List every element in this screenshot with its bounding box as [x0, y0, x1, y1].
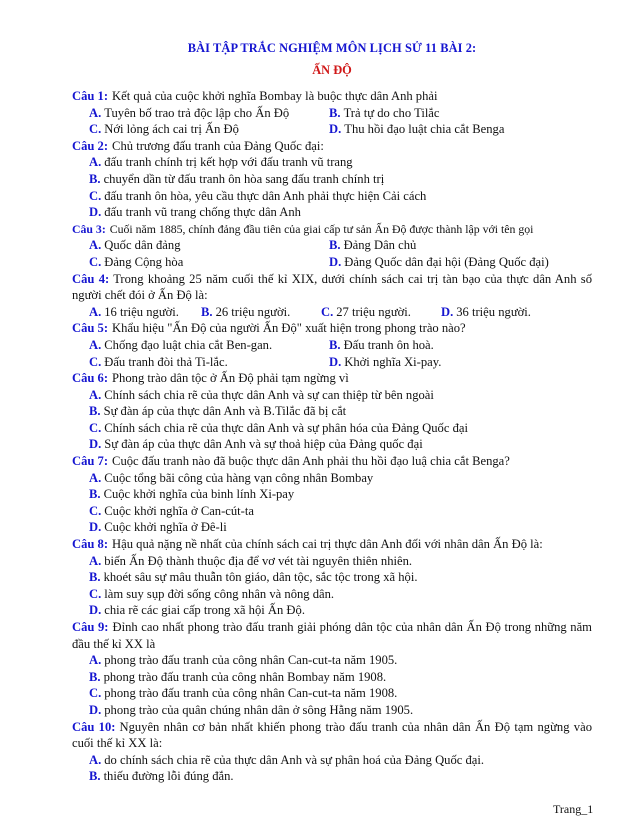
option-text: Sự đàn áp của thực dân Anh và B.Tilắc đã bị cắt — [103, 404, 347, 419]
question-text: Nguyên nhân cơ bản nhất khiến phong trào đấu tranh của nhân dân Ấn Độ tạm ngừng vào cuối thế kỉ XX là: — [72, 719, 592, 751]
option-letter: A. — [89, 304, 102, 319]
question-label: Câu 4: — [72, 271, 110, 286]
option-text: phong trào đấu tranh của công nhân Can-cut-ta năm 1905. — [104, 653, 398, 668]
answer-option — [89, 254, 329, 271]
answer-option — [89, 768, 592, 785]
question-3 — [72, 221, 592, 271]
option-letter: C. — [89, 354, 102, 369]
option-letter: C. — [321, 304, 334, 319]
question-stem — [72, 138, 592, 155]
answer-option — [89, 403, 592, 420]
answer-options — [72, 154, 592, 220]
option-text: Đảng Cộng hòa — [104, 254, 184, 269]
option-letter: B. — [329, 337, 341, 352]
option-letter: D. — [329, 354, 342, 369]
option-text: 16 triệu người. — [104, 304, 179, 319]
option-text: Chính sách chia rẽ của thực dân Anh và sự can thiệp từ bên ngoài — [104, 387, 434, 402]
option-letter: B. — [329, 238, 341, 253]
option-text: biến Ấn Độ thành thuộc địa để vơ vét tài nguyên thiên nhiên. — [104, 553, 413, 568]
question-text: Cuối năm 1885, chính đảng đầu tiên của giai cấp tư sản Ấn Độ được thành lập với tên gọi — [109, 221, 534, 236]
option-text: Tuyên bố trao trả độc lập cho Ấn Độ — [104, 105, 290, 120]
answer-option — [89, 486, 592, 503]
answer-option — [89, 354, 329, 371]
answer-options — [72, 304, 592, 321]
question-4 — [72, 271, 592, 321]
answer-option — [89, 652, 592, 669]
option-text: Cuộc khởi nghĩa ở Can-cút-ta — [104, 503, 254, 518]
answer-option — [89, 304, 201, 321]
question-label: Câu 1: — [72, 89, 109, 103]
option-text: chuyển dần từ đấu tranh ôn hòa sang đấu tranh chính trị — [103, 171, 385, 186]
answer-option — [329, 354, 569, 371]
question-10 — [72, 719, 592, 785]
answer-option — [329, 337, 569, 354]
option-text: Đấu tranh đòi thả Ti-lắc. — [104, 354, 228, 369]
option-letter: B. — [329, 105, 341, 120]
option-letter: D. — [89, 205, 102, 220]
answer-option — [329, 105, 569, 122]
question-text: Phong trào dân tộc ở Ấn Độ phải tạm ngừng vì — [112, 371, 349, 386]
answer-options — [72, 752, 592, 785]
question-stem — [72, 221, 592, 238]
answer-option — [441, 304, 561, 321]
question-label: Câu 6: — [72, 371, 109, 386]
option-letter: C. — [89, 420, 102, 435]
option-letter: B. — [89, 171, 101, 186]
answer-option — [89, 436, 592, 453]
option-text: phong trào đấu tranh của công nhân Can-cut-ta năm 1908. — [104, 686, 398, 701]
answer-options — [72, 105, 592, 138]
question-7 — [72, 453, 592, 536]
question-text: Khẩu hiệu "Ấn Độ của người Ấn Độ" xuất hiện trong phong trào nào? — [112, 321, 466, 336]
answer-option — [89, 586, 592, 603]
question-label: Câu 10: — [72, 719, 116, 734]
worksheet-title: BÀI TẬP TRẮC NGHIỆM MÔN LỊCH SỬ 11 BÀI 2: — [187, 41, 477, 55]
option-letter: D. — [89, 520, 102, 535]
question-list — [72, 88, 592, 785]
option-letter: A. — [89, 155, 102, 170]
answer-option — [89, 752, 592, 769]
option-letter: A. — [89, 470, 102, 485]
answer-option — [89, 503, 592, 520]
answer-option — [329, 254, 569, 271]
answer-option — [89, 337, 329, 354]
option-letter: D. — [329, 254, 342, 269]
option-text: 27 triệu người. — [336, 304, 411, 319]
option-letter: D. — [89, 603, 102, 618]
answer-options — [72, 553, 592, 619]
option-letter: D. — [441, 304, 454, 319]
option-letter: C. — [89, 188, 102, 203]
option-letter: B. — [89, 570, 101, 585]
question-label: Câu 3: — [72, 221, 106, 236]
answer-option — [89, 171, 592, 188]
question-text: Đỉnh cao nhất phong trào đấu tranh giải phóng dân tộc của nhân dân Ấn Độ trong những năm đầu thế kỉ XX là — [72, 620, 592, 651]
worksheet-subtitle: ẤN ĐỘ — [312, 63, 352, 77]
option-letter: C. — [89, 503, 102, 518]
option-letter: A. — [89, 105, 102, 120]
answer-option — [89, 121, 329, 138]
answer-options — [72, 337, 592, 370]
answer-option — [89, 569, 592, 586]
option-text: Trả tự do cho Tilắc — [343, 105, 440, 120]
option-text: Khởi nghĩa Xi-pay. — [344, 354, 442, 369]
question-text: Chủ trương đấu tranh của Đảng Quốc đại: — [112, 138, 324, 153]
option-text: khoét sâu sự mâu thuẫn tôn giáo, dân tộc, sắc tộc trong xã hội. — [103, 570, 418, 585]
question-stem — [72, 271, 592, 304]
option-text: đấu tranh chính trị kết hợp với đấu tranh vũ trang — [104, 155, 353, 170]
answer-option — [89, 105, 329, 122]
answer-options — [72, 387, 592, 453]
page-number: Trang_1 — [553, 802, 594, 816]
answer-options — [72, 652, 592, 718]
option-text: Nới lỏng ách cai trị Ấn Độ — [104, 122, 239, 137]
option-text: làm suy sụp đời sống công nhân và nông dân. — [104, 586, 335, 601]
option-text: Chống đạo luật chia cắt Ben-gan. — [104, 337, 273, 352]
answer-option — [329, 237, 569, 254]
worksheet-page — [72, 40, 592, 785]
question-stem — [72, 453, 592, 470]
answer-option — [89, 420, 592, 437]
option-text: đấu tranh ôn hòa, yêu cầu thực dân Anh phải thực hiện Cải cách — [104, 188, 427, 203]
answer-option — [89, 470, 592, 487]
option-text: chia rẽ các giai cấp trong xã hội Ấn Độ. — [104, 603, 305, 618]
answer-option — [89, 519, 592, 536]
answer-option — [89, 237, 329, 254]
option-text: Cuộc khởi nghĩa ở Đê-li — [104, 520, 227, 535]
option-letter: C. — [89, 586, 102, 601]
answer-option — [89, 387, 592, 404]
option-letter: D. — [89, 437, 102, 452]
answer-option — [89, 204, 592, 221]
option-text: Quốc dân đảng — [104, 238, 181, 253]
option-text: đấu tranh vũ trang chống thực dân Anh — [104, 205, 301, 220]
answer-options — [72, 470, 592, 536]
answer-option — [89, 702, 592, 719]
option-letter: D. — [329, 122, 342, 137]
answer-options — [72, 237, 592, 270]
question-stem — [72, 320, 592, 337]
question-label: Câu 8: — [72, 537, 109, 552]
question-stem — [72, 536, 592, 553]
option-letter: A. — [89, 238, 102, 253]
option-letter: B. — [89, 404, 101, 419]
question-text: Kết quả của cuộc khởi nghĩa Bombay là buộc thực dân Anh phải — [112, 89, 438, 103]
option-text: Đấu tranh ôn hoà. — [343, 337, 434, 352]
option-letter: A. — [89, 387, 102, 402]
question-stem — [72, 370, 592, 387]
option-letter: B. — [89, 769, 101, 784]
question-stem — [72, 719, 592, 752]
option-text: 36 triệu người. — [456, 304, 531, 319]
option-text: phong trào của quân chúng nhân dân ở sông Hằng năm 1905. — [104, 702, 414, 717]
question-text: Cuộc đấu tranh nào đã buộc thực dân Anh phải thu hồi đạo luậ chia cắt Benga? — [112, 454, 510, 469]
question-2 — [72, 138, 592, 221]
option-letter: B. — [89, 669, 101, 684]
option-text: thiếu đường lỗi đúng đắn. — [103, 769, 234, 784]
question-label: Câu 5: — [72, 321, 109, 336]
answer-option — [89, 154, 592, 171]
option-text: Cuộc tổng bãi công của hàng vạn công nhân Bombay — [104, 470, 374, 485]
option-letter: A. — [89, 553, 102, 568]
option-text: do chính sách chia rẽ của thực dân Anh và sự phân hoá của Đảng Quốc đại. — [104, 752, 485, 767]
question-1 — [72, 88, 592, 138]
option-letter: A. — [89, 337, 102, 352]
question-8 — [72, 536, 592, 619]
option-letter: C. — [89, 686, 102, 701]
option-text: Chính sách chia rẽ của thực dân Anh và sự phân hóa của Đảng Quốc đại — [104, 420, 468, 435]
option-letter: B. — [89, 487, 101, 502]
option-text: Đảng Quốc dân đại hội (Đảng Quốc đại) — [344, 254, 549, 269]
answer-option — [89, 685, 592, 702]
option-letter: D. — [89, 702, 102, 717]
question-9 — [72, 619, 592, 719]
question-stem — [72, 619, 592, 652]
option-letter: A. — [89, 653, 102, 668]
question-5 — [72, 320, 592, 370]
question-label: Câu 7: — [72, 454, 109, 469]
answer-option — [321, 304, 441, 321]
option-text: phong trào đấu tranh của công nhân Bombay năm 1908. — [103, 669, 387, 684]
question-stem — [72, 88, 592, 105]
option-letter: C. — [89, 122, 102, 137]
option-text: Thu hồi đạo luật chia cắt Benga — [344, 122, 505, 137]
option-text: Cuộc khởi nghĩa của binh lính Xi-pay — [103, 487, 295, 502]
option-text: 26 triệu người. — [215, 304, 291, 319]
question-label: Câu 2: — [72, 138, 109, 153]
answer-option — [89, 188, 592, 205]
question-label: Câu 9: — [72, 620, 109, 634]
option-text: Sự đàn áp của thực dân Anh và sự thoả hiệp của Đảng quốc đại — [104, 437, 423, 452]
question-text: Hậu quả nặng nề nhất của chính sách cai trị thực dân Anh đối với nhân dân Ấn Độ là: — [112, 537, 543, 552]
option-text: Đảng Dân chủ — [343, 238, 417, 253]
question-6 — [72, 370, 592, 453]
option-letter: B. — [201, 304, 213, 319]
answer-option — [89, 669, 592, 686]
option-letter: A. — [89, 752, 102, 767]
answer-option — [89, 602, 592, 619]
option-letter: C. — [89, 254, 102, 269]
question-text: Trong khoảng 25 năm cuối thế kỉ XIX, dưới chính sách cai trị tàn bạo của thực dân Anh số người chết đói ở Ấn Độ là: — [72, 271, 592, 303]
answer-option — [201, 304, 321, 321]
answer-option — [89, 553, 592, 570]
answer-option — [329, 121, 569, 138]
